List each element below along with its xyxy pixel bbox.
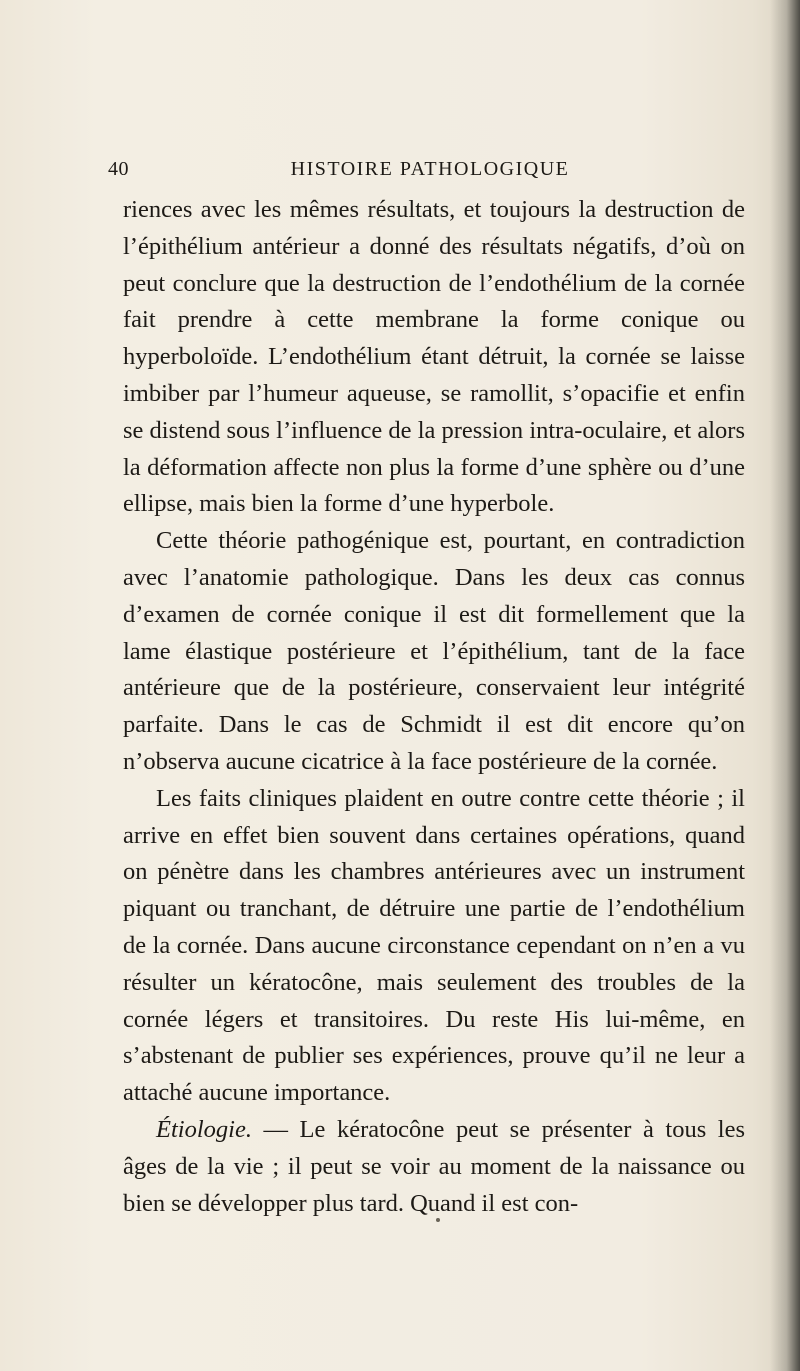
page-header (108, 158, 752, 188)
page-edge-shadow (770, 0, 800, 1371)
paragraph-clinical-facts: Les faits cliniques plaident en outre contre cette théorie ; il arrive en effet bien souvent dans certaines opérations, quand on pénètre dans les chambres antérieures avec un instrument piquant ou tranchant, de détruire une partie de l’endothélium de la cornée. Dans aucune circonstance cependant on n’en a vu résulter un kératocône, mais seulement des troubles de la cornée légers et transitoires. Du reste His lui-même, en s’abstenant de publier ses expériences, prouve qu’il ne leur a attaché aucune importance. (123, 784, 745, 1107)
paragraph-continuation: riences avec les mêmes résultats, et toujours la destruction de l’épithélium antérieur a donné des résultats négatifs, d’où on peut conclure que la destruction de l’endothélium de la cornée fait prendre à cette membrane la forme conique ou hyperboloïde. L’endothélium étant détruit, la cornée se laisse imbiber par l’humeur aqueuse, se ramollit, s’opacifie et enfin se distend sous l’influence de la pression intra-oculaire, et alors la déformation affecte non plus la forme d’une sphère ou d’une ellipse, mais bien la forme d’une hyperbole. (123, 196, 745, 518)
paragraph-theory-contradiction: Cette théorie pathogénique est, pourtant, en contradiction avec l’anatomie pathologique. Dans les deux cas connus d’examen de cornée conique il est dit formellement que la lame élastique postérieure et l’épithélium, tant de la face antérieure que de la postérieure, conservaient leur intégrité parfaite. Dans le cas de Schmidt il est dit encore qu’on n’observa aucune cicatrice à la face postérieure de la cornée. (123, 527, 745, 775)
etiology-heading: Étiologie. (156, 1115, 252, 1143)
body-text (123, 192, 745, 1222)
paragraph-etiology (123, 1112, 745, 1222)
ink-speck (436, 1218, 440, 1222)
page-number: 40 (108, 158, 129, 180)
running-head: HISTOIRE PATHOLOGIQUE (290, 158, 570, 180)
etiology-text: — Le kératocône peut se présenter à tous les âges de la vie ; il peut se voir au moment de la naissance ou bien se développer plus tard. Quand il est con- (123, 1115, 745, 1217)
